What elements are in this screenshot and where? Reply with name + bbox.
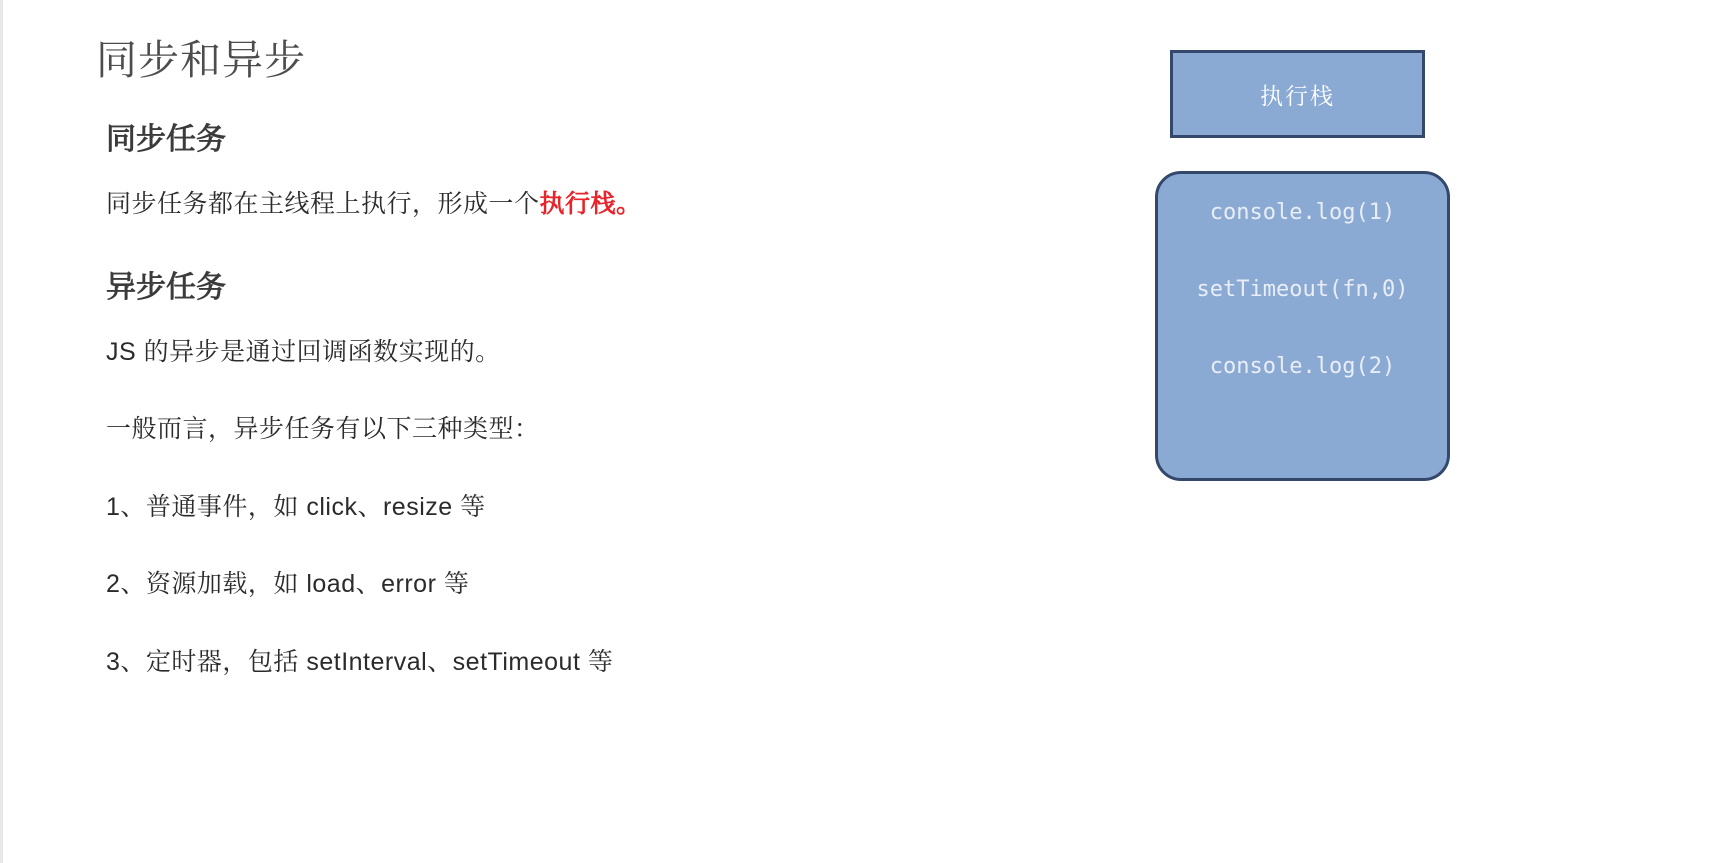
stack-item: setTimeout(fn,0) — [1196, 277, 1409, 302]
spacer — [96, 249, 896, 267]
paragraph-sync-text: 同步任务都在主线程上执行，形成一个 — [106, 190, 540, 219]
stack-item: console.log(1) — [1209, 200, 1396, 225]
execution-stack-title-box — [1170, 50, 1425, 138]
paragraph-sync-task — [106, 171, 896, 239]
execution-stack-body — [1155, 171, 1450, 481]
page-title: 同步和异步 — [96, 37, 306, 83]
execution-stack-title-label: 执行栈 — [1260, 82, 1335, 109]
section-heading-async: 异步任务 — [106, 270, 226, 304]
list-item-common-events: 1、普通事件，如 click、resize 等 — [106, 492, 486, 521]
left-edge-divider — [0, 0, 3, 863]
article-content — [96, 36, 896, 706]
execution-stack-diagram — [1155, 50, 1485, 481]
paragraph-async-callback: JS 的异步是通过回调函数实现的。 — [106, 337, 501, 366]
list-item-timers: 3、定时器，包括 setInterval、setTimeout 等 — [106, 647, 614, 676]
list-item-resource-loading: 2、资源加载，如 load、error 等 — [106, 570, 470, 599]
section-heading-sync: 同步任务 — [106, 123, 226, 157]
paragraph-async-types-intro: 一般而言，异步任务有以下三种类型： — [106, 415, 540, 444]
paragraph-sync-emphasis: 执行栈。 — [539, 190, 642, 219]
stack-item: console.log(2) — [1209, 354, 1396, 379]
